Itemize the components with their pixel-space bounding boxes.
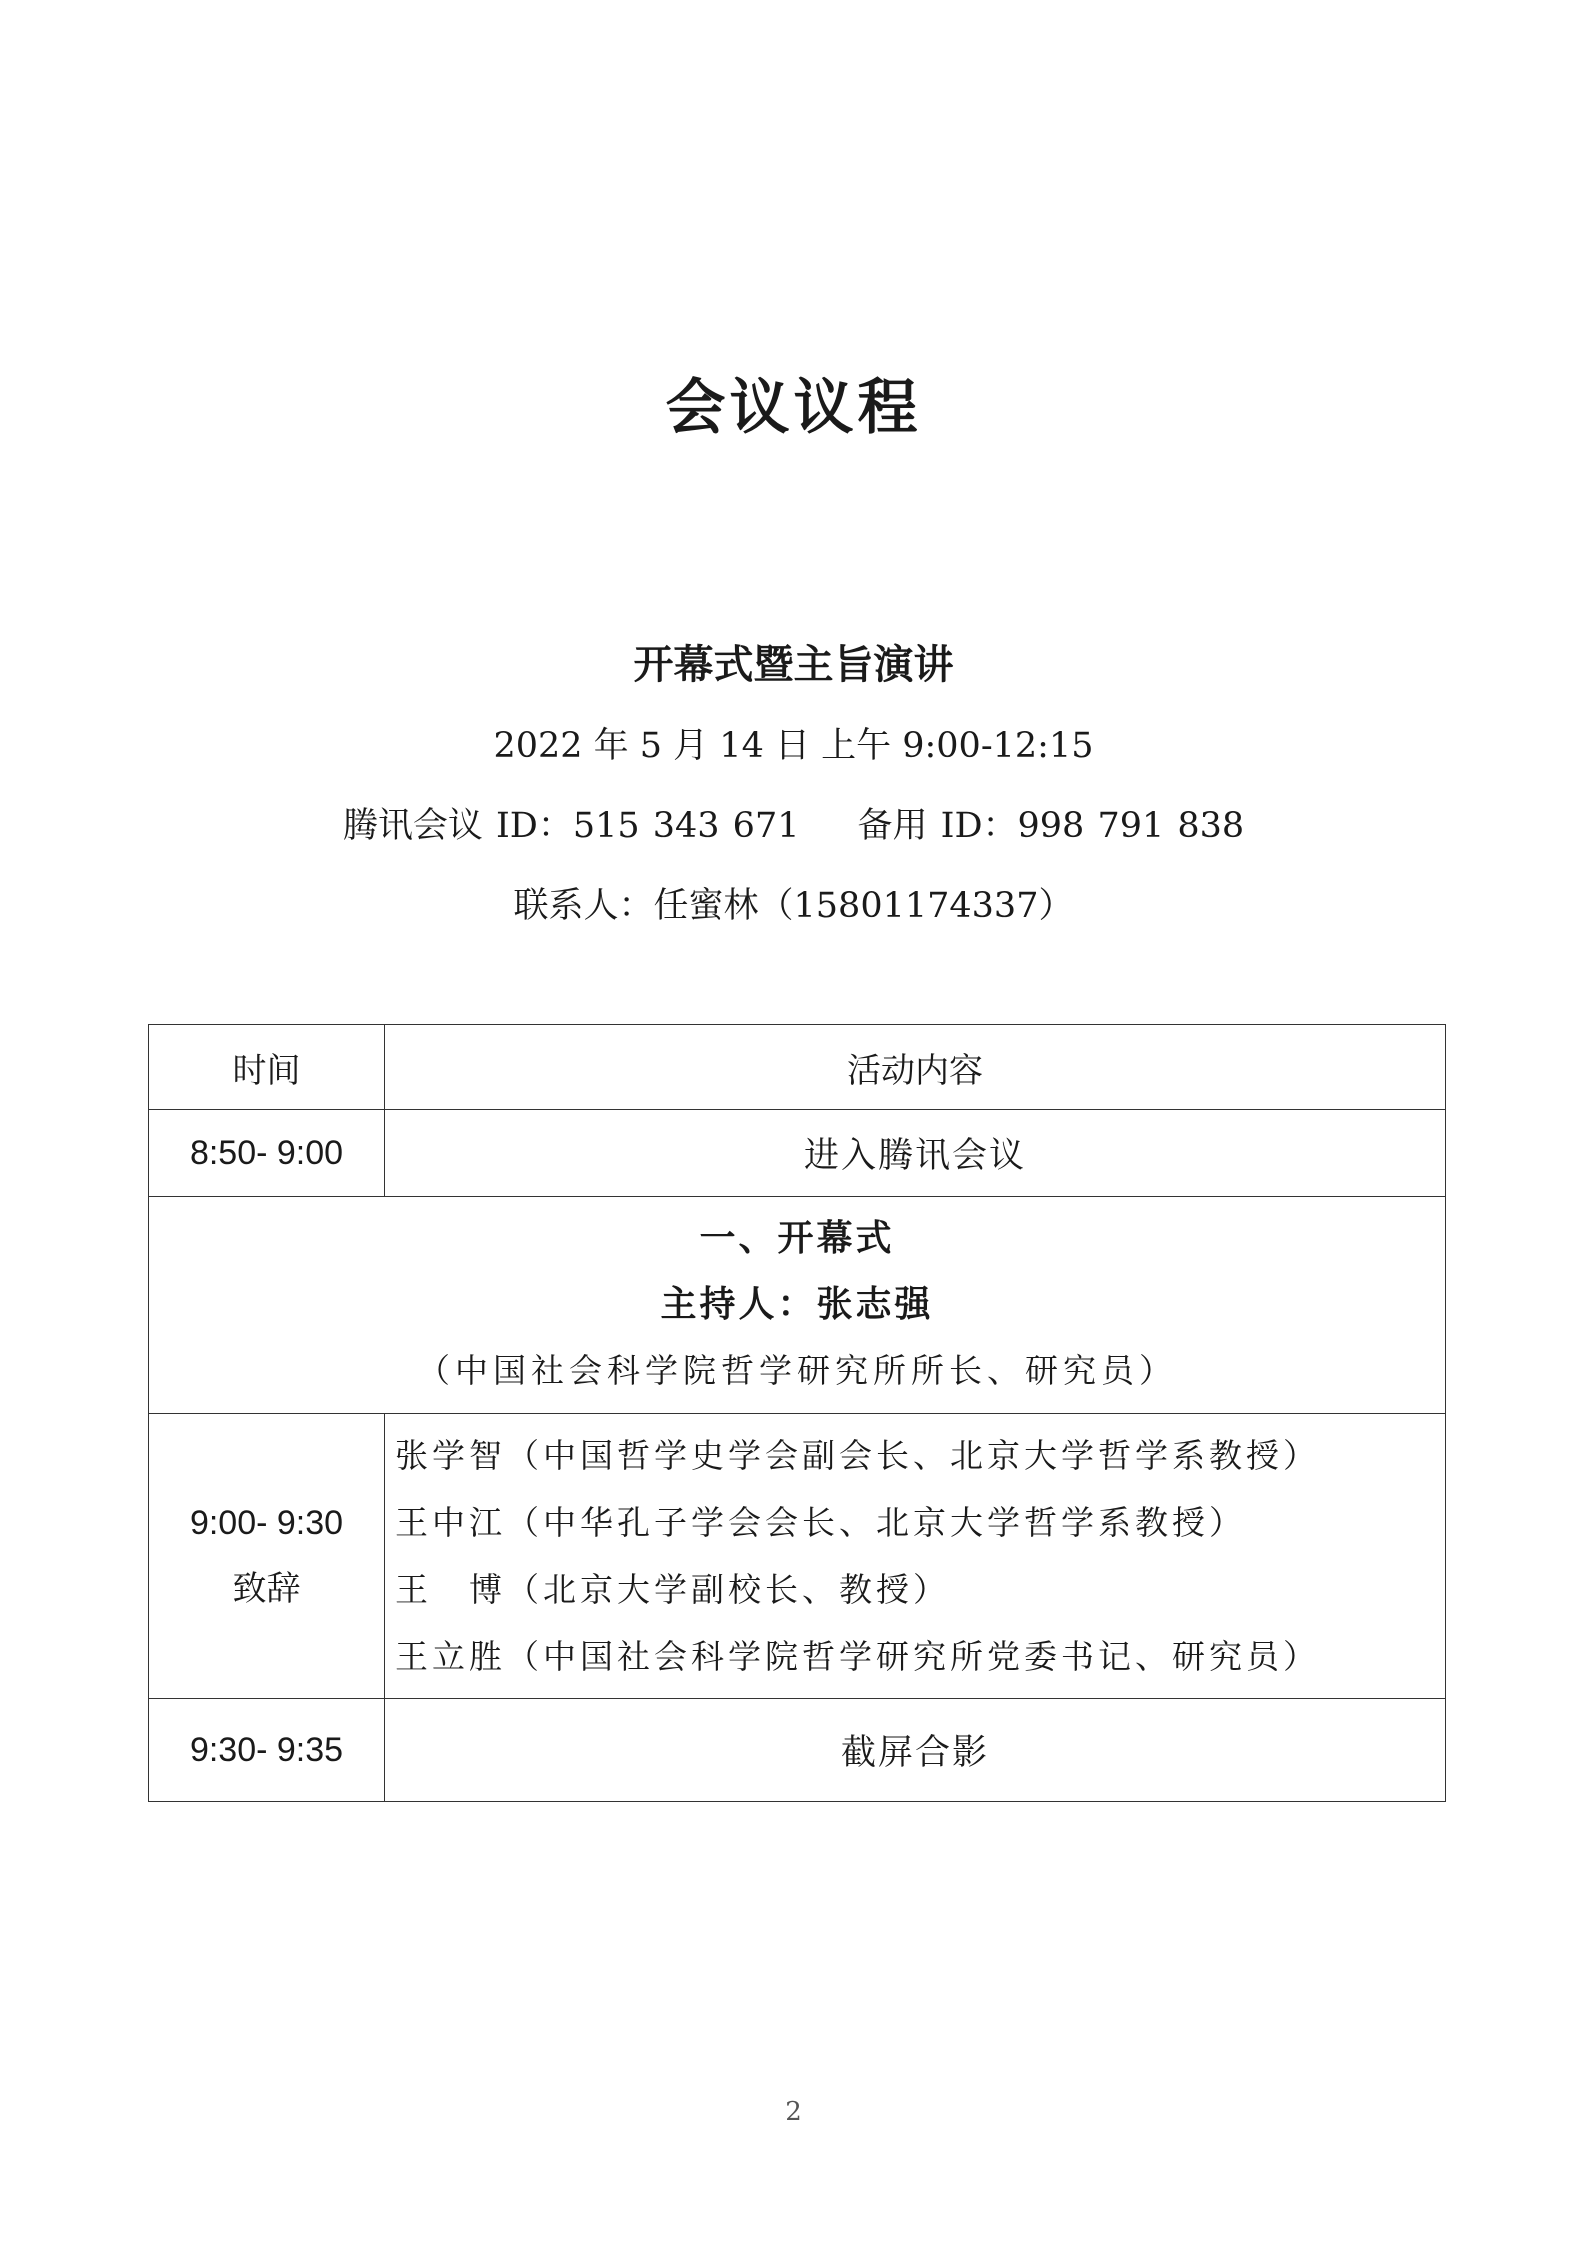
opening-host-title: （中国社会科学院哲学研究所所长、研究员） <box>417 1351 1177 1390</box>
table-row <box>149 1110 1446 1197</box>
row-time: 8:50- 9:00 <box>149 1110 385 1197</box>
row-time: 9:30- 9:35 <box>149 1699 385 1802</box>
table-row <box>149 1699 1446 1802</box>
page-title: 会议议程 <box>665 373 922 443</box>
speech-time: 9:00- 9:30 <box>189 1504 344 1542</box>
row-activity: 截屏合影 <box>385 1699 1446 1802</box>
speaker-item: 王 博（北京大学副校长、教授） <box>395 1570 950 1609</box>
speaker-item: 王立胜（中国社会科学院哲学研究所党委书记、研究员） <box>395 1637 1320 1676</box>
opening-cell <box>149 1197 1446 1414</box>
speaker-item: 王中江（中华孔子学会会长、北京大学哲学系教授） <box>395 1503 1246 1542</box>
meeting-ids <box>0 796 1587 856</box>
speech-label: 致辞 <box>232 1569 301 1609</box>
speakers-cell <box>385 1414 1446 1699</box>
speaker-item: 张学智（中国哲学史学会副会长、北京大学哲学系教授） <box>395 1436 1320 1475</box>
page-number: 2 <box>785 2097 802 2127</box>
tencent-meeting-id: 腾讯会议 ID：515 343 671 <box>342 806 800 846</box>
opening-title: 一、开幕式 <box>699 1218 895 1259</box>
header-activity: 活动内容 <box>385 1025 1446 1110</box>
backup-meeting-id: 备用 ID：998 791 838 <box>857 806 1245 846</box>
opening-host: 主持人：张志强 <box>660 1284 934 1325</box>
speech-time-cell <box>149 1414 385 1699</box>
contact-person: 联系人：任蜜林（15801174337） <box>513 886 1074 926</box>
session-title: 开幕式暨主旨演讲 <box>633 642 954 688</box>
speeches-row <box>149 1414 1446 1699</box>
header-time: 时间 <box>149 1025 385 1110</box>
table-header-row <box>149 1025 1446 1110</box>
opening-row <box>149 1197 1446 1414</box>
agenda-table <box>148 1024 1446 1802</box>
row-activity: 进入腾讯会议 <box>385 1110 1446 1197</box>
session-date: 2022 年 5 月 14 日 上午 9:00-12:15 <box>493 726 1094 766</box>
